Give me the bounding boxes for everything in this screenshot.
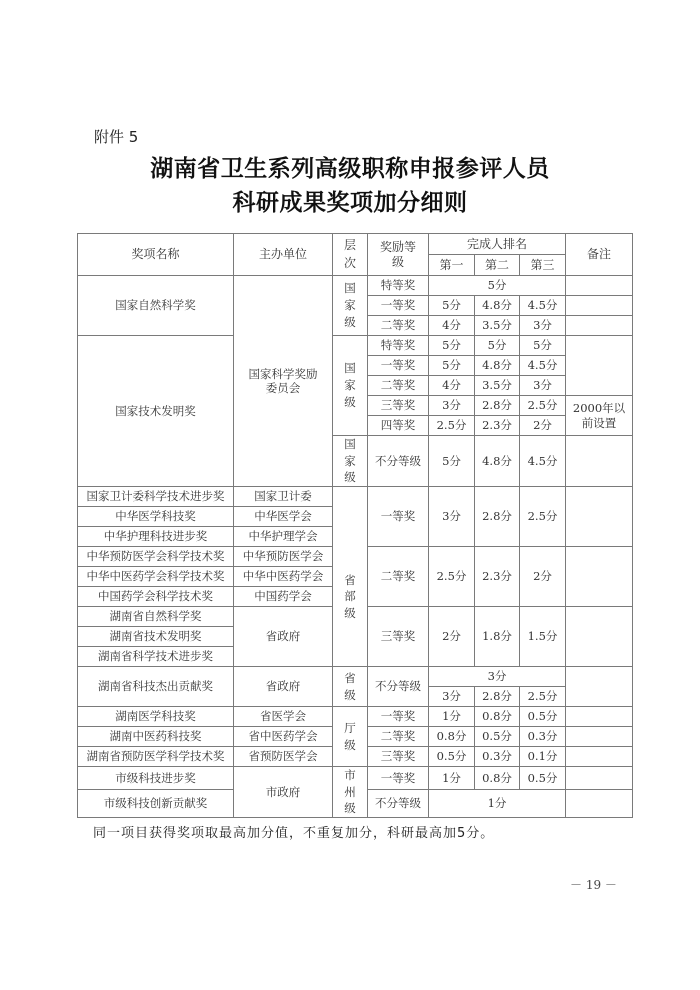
grade: 一等奖 — [368, 356, 429, 376]
level: 厅级 — [333, 707, 368, 767]
score-rank3: 2.5分 — [520, 396, 566, 416]
grade: 特等奖 — [368, 276, 429, 296]
grade: 一等奖 — [368, 296, 429, 316]
remark — [566, 727, 633, 747]
score-rank2: 2.3分 — [475, 416, 520, 436]
header-rank3: 第三 — [520, 255, 566, 276]
score-rank1: 5分 — [429, 296, 475, 316]
grade: 二等奖 — [368, 727, 429, 747]
score-rank1: 4分 — [429, 316, 475, 336]
table-row — [78, 487, 633, 507]
organizer: 中国药学会 — [234, 587, 333, 607]
table-row — [78, 707, 633, 727]
award-points-table — [77, 233, 633, 818]
award-name: 中华护理科技进步奖 — [78, 527, 234, 547]
grade: 四等奖 — [368, 416, 429, 436]
organizer: 国家科学奖励委员会 — [234, 276, 333, 487]
score-rank1: 3分 — [429, 487, 475, 547]
header-organizer: 主办单位 — [234, 234, 333, 276]
page-number: － 19 － — [570, 878, 617, 892]
score-rank2: 2.8分 — [475, 396, 520, 416]
remark — [566, 336, 633, 396]
score-rank1: 0.5分 — [429, 747, 475, 767]
grade: 一等奖 — [368, 487, 429, 547]
award-name: 湖南省科学技术进步奖 — [78, 647, 234, 667]
remark — [566, 790, 633, 818]
remark — [566, 276, 633, 296]
remark — [566, 667, 633, 707]
organizer: 省中医药学会 — [234, 727, 333, 747]
score-rank3: 1.5分 — [520, 607, 566, 667]
score-rank2: 4.8分 — [475, 296, 520, 316]
score-rank1: 1分 — [429, 707, 475, 727]
header-row — [78, 234, 633, 255]
award-name: 市级科技进步奖 — [78, 767, 234, 790]
score-rank3: 4.5分 — [520, 356, 566, 376]
score-rank2: 3.5分 — [475, 316, 520, 336]
remark — [566, 547, 633, 607]
grade: 三等奖 — [368, 396, 429, 416]
grade: 二等奖 — [368, 316, 429, 336]
score-merged: 5分 — [429, 276, 566, 296]
remark — [566, 607, 633, 667]
award-name: 湖南中医药科技奖 — [78, 727, 234, 747]
award-name: 湖南省自然科学奖 — [78, 607, 234, 627]
score-rank1: 0.8分 — [429, 727, 475, 747]
award-name: 湖南省科技杰出贡献奖 — [78, 667, 234, 707]
score-rank2: 5分 — [475, 336, 520, 356]
score-rank1: 2.5分 — [429, 547, 475, 607]
grade: 一等奖 — [368, 707, 429, 727]
level: 国家级 — [333, 276, 368, 336]
organizer: 市政府 — [234, 767, 333, 818]
grade: 特等奖 — [368, 336, 429, 356]
grade: 三等奖 — [368, 607, 429, 667]
score-rank3: 2.5分 — [520, 487, 566, 547]
organizer: 省医学会 — [234, 707, 333, 727]
score-rank3: 4.5分 — [520, 296, 566, 316]
score-rank3: 2分 — [520, 547, 566, 607]
remark — [566, 316, 633, 336]
grade: 二等奖 — [368, 376, 429, 396]
organizer: 国家卫计委 — [234, 487, 333, 507]
award-name: 中华医学科技奖 — [78, 507, 234, 527]
header-rank-group: 完成人排名 — [429, 234, 566, 255]
score-rank1: 3分 — [429, 687, 475, 707]
score-rank2: 4.8分 — [475, 356, 520, 376]
header-remark: 备注 — [566, 234, 633, 276]
table-row — [78, 336, 633, 356]
award-name: 国家自然科学奖 — [78, 276, 234, 336]
organizer: 中华医学会 — [234, 507, 333, 527]
remark — [566, 296, 633, 316]
level: 国家级 — [333, 336, 368, 436]
score-rank1: 5分 — [429, 356, 475, 376]
level: 省部级 — [333, 487, 368, 667]
award-name: 湖南省技术发明奖 — [78, 627, 234, 647]
score-rank1: 5分 — [429, 436, 475, 487]
organizer: 省政府 — [234, 667, 333, 707]
remark — [566, 707, 633, 727]
score-rank3: 0.3分 — [520, 727, 566, 747]
table-row — [78, 276, 633, 296]
score-rank2: 0.8分 — [475, 707, 520, 727]
grade: 二等奖 — [368, 547, 429, 607]
score-rank2: 4.8分 — [475, 436, 520, 487]
score-rank1: 1分 — [429, 767, 475, 790]
score-rank3: 4.5分 — [520, 436, 566, 487]
grade: 不分等级 — [368, 667, 429, 707]
remark — [566, 487, 633, 547]
header-level: 层次 — [333, 234, 368, 276]
award-name: 国家卫计委科学技术进步奖 — [78, 487, 234, 507]
grade: 三等奖 — [368, 747, 429, 767]
grade: 不分等级 — [368, 790, 429, 818]
score-rank2: 2.8分 — [475, 487, 520, 547]
document-title-line2: 科研成果奖项加分细则 — [232, 189, 468, 216]
score-rank3: 0.1分 — [520, 747, 566, 767]
organizer: 省预防医学会 — [234, 747, 333, 767]
level: 省级 — [333, 667, 368, 707]
header-award-name: 奖项名称 — [78, 234, 234, 276]
score-rank2: 2.3分 — [475, 547, 520, 607]
score-rank2: 0.5分 — [475, 727, 520, 747]
score-rank1: 4分 — [429, 376, 475, 396]
score-merged: 3分 — [429, 667, 566, 687]
header-grade: 奖励等级 — [368, 234, 429, 276]
table-row — [78, 767, 633, 790]
award-name: 国家技术发明奖 — [78, 336, 234, 487]
score-rank3: 2.5分 — [520, 687, 566, 707]
award-name: 中国药学会科学技术奖 — [78, 587, 234, 607]
score-rank2: 3.5分 — [475, 376, 520, 396]
header-rank2: 第二 — [475, 255, 520, 276]
award-name: 中华中医药学会科学技术奖 — [78, 567, 234, 587]
organizer: 中华护理学会 — [234, 527, 333, 547]
organizer: 中华中医药学会 — [234, 567, 333, 587]
score-rank1: 5分 — [429, 336, 475, 356]
document-title-line1: 湖南省卫生系列高级职称申报参评人员 — [150, 155, 550, 182]
remark — [566, 436, 633, 487]
score-rank1: 2.5分 — [429, 416, 475, 436]
header-rank1: 第一 — [429, 255, 475, 276]
score-rank1: 3分 — [429, 396, 475, 416]
organizer: 省政府 — [234, 607, 333, 667]
score-rank2: 0.3分 — [475, 747, 520, 767]
remark — [566, 767, 633, 790]
attachment-label: 附件 5 — [94, 128, 139, 146]
organizer: 中华预防医学会 — [234, 547, 333, 567]
grade: 不分等级 — [368, 436, 429, 487]
score-rank2: 1.8分 — [475, 607, 520, 667]
score-merged: 1分 — [429, 790, 566, 818]
score-rank2: 0.8分 — [475, 767, 520, 790]
score-rank2: 2.8分 — [475, 687, 520, 707]
score-rank3: 3分 — [520, 376, 566, 396]
remark — [566, 747, 633, 767]
award-name: 湖南医学科技奖 — [78, 707, 234, 727]
score-rank3: 0.5分 — [520, 707, 566, 727]
award-name: 中华预防医学会科学技术奖 — [78, 547, 234, 567]
footnote: 同一项目获得奖项取最高加分值，不重复加分，科研最高加5分。 — [93, 826, 495, 841]
grade: 一等奖 — [368, 767, 429, 790]
score-rank3: 2分 — [520, 416, 566, 436]
remark: 2000年以前设置 — [566, 396, 633, 436]
award-name: 市级科技创新贡献奖 — [78, 790, 234, 818]
table-row — [78, 667, 633, 687]
level: 国家级 — [333, 436, 368, 487]
level: 市州级 — [333, 767, 368, 818]
score-rank3: 0.5分 — [520, 767, 566, 790]
score-rank1: 2分 — [429, 607, 475, 667]
score-rank3: 3分 — [520, 316, 566, 336]
award-name: 湖南省预防医学科学技术奖 — [78, 747, 234, 767]
score-rank3: 5分 — [520, 336, 566, 356]
